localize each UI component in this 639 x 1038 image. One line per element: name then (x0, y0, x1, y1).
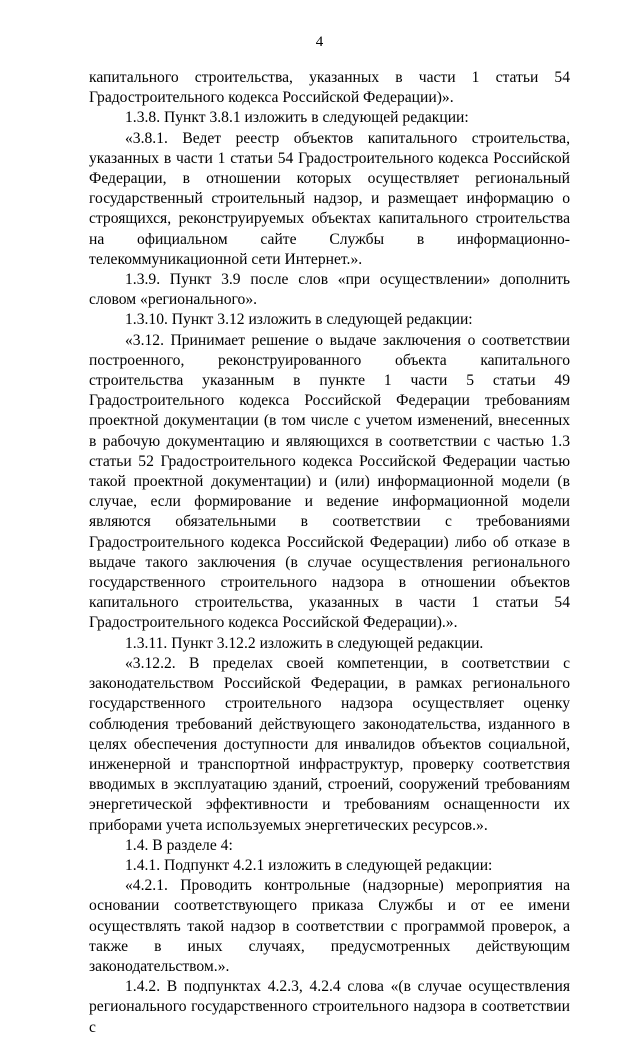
paragraph-1-3-8: 1.3.8. Пункт 3.8.1 изложить в следующей редакции: (125, 109, 469, 127)
paragraph-1-3-9: 1.3.9. Пункт 3.9 после слов «при осуществлении» дополнить словом «регионального». (89, 271, 570, 309)
paragraph-3-12-2-quote: «3.12.2. В пределах своей компетенции, в соответствии с законодательством Российской Федерации, в рамках регионального государственного строительного надзора осуществляет оценку соблюдения требований действующего законодательства, изданного в целях обеспечения доступности для инвалидов объектов социальной, инженерной и транспортной инфраструктур, проверку соответствия вводимых в эксплуатацию зданий, строений, сооружений требованиям энергетической эффективности и требованиям оснащенности их приборами учета используемых энергетических ресурсов.». (89, 654, 570, 834)
paragraph-1-4-2: 1.4.2. В подпунктах 4.2.3, 4.2.4 слова «(в случае осуществления регионального государственного строительного надзора в соответствии с (89, 978, 570, 1036)
paragraph-continuation: капитального строительства, указанных в части 1 статьи 54 Градостроительного кодекса Российской Федерации)». (89, 69, 570, 107)
page-number: 4 (315, 34, 324, 50)
paragraph-4-2-1-quote: «4.2.1. Проводить контрольные (надзорные) мероприятия на основании соответствующего приказа Службы и от ее имени осуществлять такой надзор в соответствии с программой проверок, а также в иных случаях, предусмотренных действующим законодательством.». (89, 877, 570, 975)
paragraph-1-4: 1.4. В разделе 4: (125, 836, 233, 854)
paragraph-3-12-quote: «3.12. Принимает решение о выдаче заключения о соответствии построенного, реконструированного объекта капитального строительства указанным в пункте 1 части 5 статьи 49 Градостроительного кодекса Российской Федерации требованиям проектной документации (в том числе с учетом изменений, внесенных в рабочую документацию и являющихся в соответствии с частью 1.3 статьи 52 Градостроительного кодекса Российской Федерации частью такой проектной документации) и (или) информационной модели (в случае, если формирование и ведение информационной модели являются обязательными в соответствии с требованиями Градостроительного кодекса Российской Федерации) либо об отказе в выдаче такого заключения (в случае осуществления регионального государственного строительного надзора в отношении объектов капитального строительства, указанных в части 1 статьи 54 Градостроительного кодекса Российской Федерации).». (89, 331, 570, 632)
paragraph-3-8-1-quote: «3.8.1. Ведет реестр объектов капитального строительства, указанных в части 1 статьи 54 Градостроительного кодекса Российской Федерации, в отношении которых осуществляет региональный государственный строительный надзор, и размещает информацию о строящихся, реконструируемых объектах капитального строительства на официальном сайте Службы в информационно-телекоммуникационной сети Интернет.». (89, 129, 570, 268)
paragraph-1-3-11: 1.3.11. Пункт 3.12.2 изложить в следующей редакции. (125, 634, 484, 652)
paragraph-1-3-10: 1.3.10. Пункт 3.12 изложить в следующей редакции: (125, 311, 473, 329)
document-body (89, 68, 570, 1038)
paragraph-1-4-1: 1.4.1. Подпункт 4.2.1 изложить в следующей редакции: (125, 856, 493, 874)
